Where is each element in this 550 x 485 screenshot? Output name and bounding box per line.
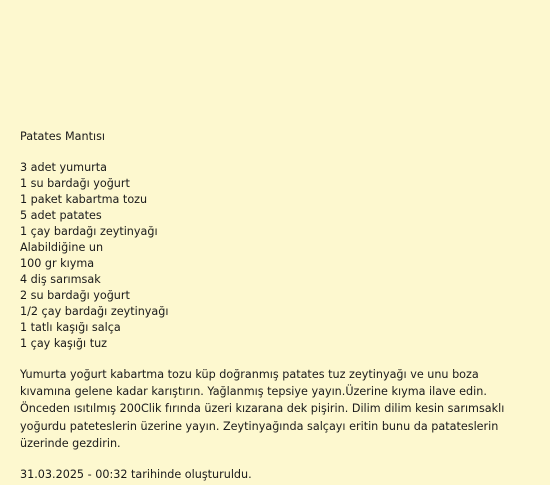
ingredient-item: 1 paket kabartma tozu — [20, 193, 148, 206]
created-timestamp: 31.03.2025 - 00:32 tarihinde oluşturuldu. — [20, 468, 252, 482]
ingredient-item: Alabildiğine un — [20, 241, 104, 254]
recipe-title: Patates Mantısı — [20, 130, 106, 143]
ingredient-list — [20, 160, 525, 352]
ingredient-item: 3 adet yumurta — [20, 161, 107, 174]
ingredient-item: 1 çay bardağı zeytinyağı — [20, 225, 158, 238]
recipe-document — [20, 129, 525, 483]
ingredient-item: 4 diş sarımsak — [20, 273, 101, 286]
ingredient-item: 100 gr kıyma — [20, 257, 95, 270]
ingredient-item: 1 tatlı kaşığı salça — [20, 321, 121, 334]
ingredient-item: 2 su bardağı yoğurt — [20, 289, 130, 302]
ingredient-item: 1 çay kaşığı tuz — [20, 337, 108, 350]
recipe-instructions: Yumurta yoğurt kabartma tozu küp doğranmış patates tuz zeytinyağı ve unu boza kıvamına gelene kadar karıştırın. Yağlanmış tepsiye yayın.Üzerine kıyma ilave edin. Önceden ısıtılmış 200Clik fırında üzeri kızarana dek pişirin. Dilim dilim kesin sarımsaklı yoğurdu pateteslerin üzerine yayın. Zeytinyağında salçayı eritin bunu da patateslerin üzerinde gezdirin. — [20, 368, 505, 450]
ingredient-item: 1 su bardağı yoğurt — [20, 177, 130, 190]
ingredient-item: 5 adet patates — [20, 209, 102, 222]
ingredient-item: 1/2 çay bardağı zeytinyağı — [20, 305, 169, 318]
